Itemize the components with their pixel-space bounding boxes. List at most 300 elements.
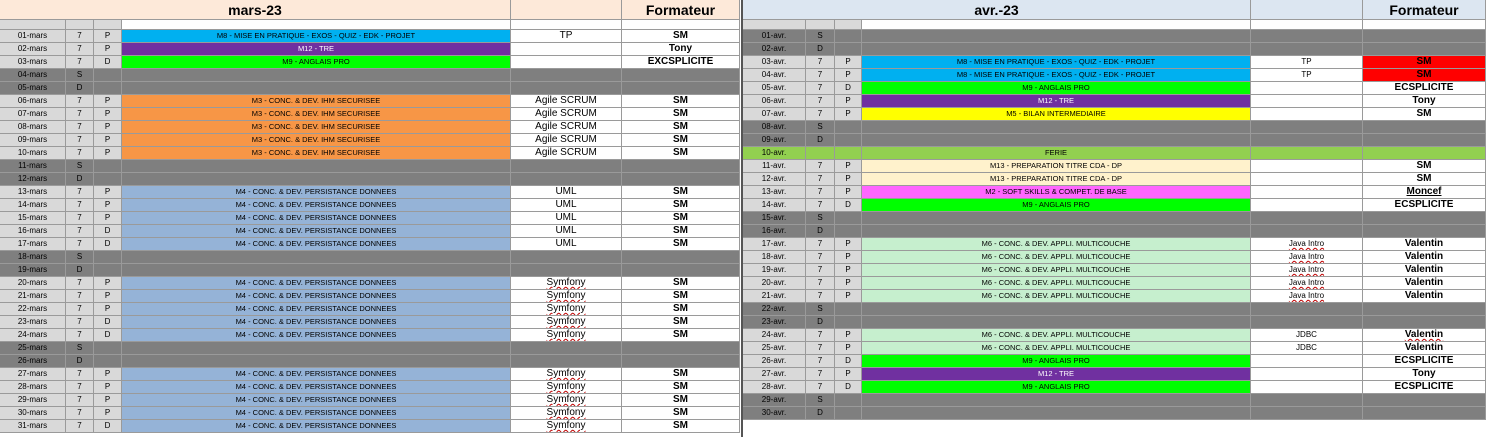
module-cell[interactable]: M4 - CONC. & DEV. PERSISTANCE DONNEES — [122, 212, 511, 225]
trainer-cell[interactable] — [622, 121, 740, 134]
topic-cell[interactable] — [1251, 82, 1363, 95]
schedule-row[interactable] — [0, 134, 741, 147]
schedule-row[interactable] — [743, 394, 1486, 407]
trainer-cell[interactable] — [1363, 303, 1486, 316]
trainer-cell[interactable] — [1363, 95, 1486, 108]
type-cell: P — [94, 303, 122, 316]
trainer-cell[interactable] — [1363, 186, 1486, 199]
topic-text: Symfony — [546, 368, 586, 379]
hours-cell: 7 — [66, 329, 94, 342]
schedule-row[interactable] — [743, 121, 1486, 134]
topic-cell[interactable] — [1251, 30, 1363, 43]
schedule-row[interactable] — [743, 225, 1486, 238]
module-cell[interactable]: M8 - MISE EN PRATIQUE - EXOS - QUIZ - EDK - PROJET — [862, 56, 1251, 69]
module-cell[interactable] — [122, 251, 511, 264]
schedule-row[interactable] — [0, 381, 741, 394]
schedule-row[interactable] — [743, 316, 1486, 329]
schedule-row[interactable] — [743, 290, 1486, 303]
module-cell[interactable] — [122, 173, 511, 186]
topic-text: Agile SCRUM — [535, 121, 597, 132]
topic-cell[interactable] — [511, 316, 622, 329]
module-cell[interactable]: M4 - CONC. & DEV. PERSISTANCE DONNEES — [122, 303, 511, 316]
schedule-row[interactable] — [0, 394, 741, 407]
topic-cell[interactable] — [511, 147, 622, 160]
topic-cell[interactable] — [511, 108, 622, 121]
topic-cell[interactable] — [511, 251, 622, 264]
topic-cell[interactable] — [511, 420, 622, 433]
trainer-cell[interactable] — [1363, 407, 1486, 420]
module-cell[interactable] — [122, 264, 511, 277]
schedule-row[interactable] — [743, 251, 1486, 264]
schedule-row[interactable] — [0, 186, 741, 199]
schedule-row[interactable] — [0, 56, 741, 69]
topic-cell[interactable] — [511, 394, 622, 407]
module-cell[interactable]: M6 - CONC. & DEV. APPLI. MULTICOUCHE — [862, 251, 1251, 264]
topic-cell[interactable] — [1251, 212, 1363, 225]
date-cell: 22-avr. — [743, 303, 806, 316]
topic-text: Java Intro — [1288, 252, 1325, 261]
module-cell[interactable]: M8 - MISE EN PRATIQUE - EXOS - QUIZ - EDK - PROJET — [862, 69, 1251, 82]
module-cell[interactable]: M6 - CONC. & DEV. APPLI. MULTICOUCHE — [862, 342, 1251, 355]
trainer-cell[interactable] — [1363, 121, 1486, 134]
module-cell[interactable]: M9 - ANGLAIS PRO — [862, 199, 1251, 212]
topic-text: Symfony — [546, 381, 586, 392]
topic-cell[interactable] — [1251, 394, 1363, 407]
topic-cell[interactable] — [511, 186, 622, 199]
topic-cell[interactable] — [511, 121, 622, 134]
module-cell[interactable]: M4 - CONC. & DEV. PERSISTANCE DONNEES — [122, 329, 511, 342]
trainer-cell[interactable] — [1363, 56, 1486, 69]
trainer-cell[interactable] — [622, 329, 740, 342]
topic-cell[interactable] — [1251, 173, 1363, 186]
trainer-cell[interactable] — [622, 160, 740, 173]
module-cell[interactable]: M3 - CONC. & DEV. IHM SECURISEE — [122, 108, 511, 121]
schedule-row[interactable] — [743, 303, 1486, 316]
topic-cell[interactable] — [511, 95, 622, 108]
hours-cell: 7 — [806, 381, 835, 394]
trainer-text: SM — [673, 134, 688, 145]
type-cell — [94, 82, 122, 95]
module-cell[interactable] — [862, 303, 1251, 316]
module-cell[interactable] — [122, 342, 511, 355]
topic-text: TP — [1301, 70, 1312, 79]
schedule-row[interactable] — [743, 160, 1486, 173]
schedule-row[interactable] — [0, 108, 741, 121]
topic-cell[interactable] — [1251, 160, 1363, 173]
module-cell[interactable]: M8 - MISE EN PRATIQUE - EXOS - QUIZ - EDK - PROJET — [122, 30, 511, 43]
module-cell[interactable] — [862, 407, 1251, 420]
topic-cell[interactable] — [511, 264, 622, 277]
module-cell[interactable] — [122, 82, 511, 95]
schedule-row[interactable] — [743, 147, 1486, 160]
schedule-row[interactable] — [0, 420, 741, 433]
topic-cell[interactable] — [511, 69, 622, 82]
schedule-row[interactable] — [743, 277, 1486, 290]
schedule-row[interactable] — [0, 316, 741, 329]
trainer-cell[interactable] — [622, 30, 740, 43]
type-cell — [835, 407, 862, 420]
schedule-row[interactable] — [743, 108, 1486, 121]
trainer-text: ECSPLICITE — [1394, 199, 1454, 210]
schedule-row[interactable] — [0, 277, 741, 290]
trainer-cell[interactable] — [1363, 342, 1486, 355]
module-cell[interactable]: M4 - CONC. & DEV. PERSISTANCE DONNEES — [122, 316, 511, 329]
topic-text: Symfony — [546, 407, 586, 418]
schedule-row[interactable] — [0, 238, 741, 251]
subheader-cell — [835, 20, 862, 30]
hours-cell: 7 — [806, 277, 835, 290]
topic-cell[interactable] — [511, 212, 622, 225]
trainer-text: SM — [673, 186, 688, 197]
schedule-row[interactable] — [743, 329, 1486, 342]
trainer-cell[interactable] — [622, 303, 740, 316]
topic-cell[interactable] — [1251, 56, 1363, 69]
trainer-cell[interactable] — [622, 251, 740, 264]
trainer-text: SM — [673, 238, 688, 249]
type-cell: P — [94, 95, 122, 108]
topic-cell[interactable] — [1251, 316, 1363, 329]
schedule-row[interactable] — [0, 264, 741, 277]
module-cell[interactable]: M4 - CONC. & DEV. PERSISTANCE DONNEES — [122, 407, 511, 420]
schedule-row[interactable] — [0, 199, 741, 212]
trainer-cell[interactable] — [1363, 381, 1486, 394]
trainer-cell[interactable] — [622, 355, 740, 368]
trainer-cell[interactable] — [1363, 199, 1486, 212]
topic-cell[interactable] — [1251, 264, 1363, 277]
trainer-cell[interactable] — [622, 186, 740, 199]
trainer-text: Tony — [1412, 368, 1436, 379]
schedule-row[interactable] — [0, 225, 741, 238]
topic-cell[interactable] — [511, 199, 622, 212]
schedule-row[interactable] — [0, 147, 741, 160]
topic-cell[interactable] — [511, 160, 622, 173]
module-cell[interactable]: M5 - BILAN INTERMEDIAIRE — [862, 108, 1251, 121]
schedule-row[interactable] — [743, 238, 1486, 251]
schedule-row[interactable] — [0, 95, 741, 108]
trainer-cell[interactable] — [622, 69, 740, 82]
topic-cell[interactable] — [511, 56, 622, 69]
topic-cell[interactable] — [511, 43, 622, 56]
trainer-cell[interactable] — [622, 95, 740, 108]
date-cell: 06-avr. — [743, 95, 806, 108]
trainer-cell[interactable] — [622, 173, 740, 186]
trainer-cell[interactable] — [1363, 251, 1486, 264]
schedule-row[interactable] — [743, 173, 1486, 186]
topic-cell[interactable] — [1251, 355, 1363, 368]
topic-cell[interactable] — [1251, 368, 1363, 381]
trainer-cell[interactable] — [1363, 43, 1486, 56]
schedule-row[interactable] — [0, 407, 741, 420]
trainer-cell[interactable] — [622, 368, 740, 381]
trainer-cell[interactable] — [622, 290, 740, 303]
schedule-row[interactable] — [743, 368, 1486, 381]
trainer-cell[interactable] — [622, 147, 740, 160]
topic-cell[interactable] — [1251, 407, 1363, 420]
trainer-cell[interactable] — [622, 407, 740, 420]
module-cell[interactable]: M4 - CONC. & DEV. PERSISTANCE DONNEES — [122, 238, 511, 251]
module-cell[interactable]: M3 - CONC. & DEV. IHM SECURISEE — [122, 121, 511, 134]
trainer-cell[interactable] — [622, 43, 740, 56]
schedule-row[interactable] — [743, 342, 1486, 355]
date-cell: 10-avr. — [743, 147, 806, 160]
trainer-cell[interactable] — [1363, 30, 1486, 43]
topic-cell[interactable] — [1251, 43, 1363, 56]
topic-cell[interactable] — [1251, 134, 1363, 147]
module-cell[interactable]: M4 - CONC. & DEV. PERSISTANCE DONNEES — [122, 381, 511, 394]
type-cell: P — [94, 134, 122, 147]
schedule-row[interactable] — [0, 43, 741, 56]
hours-cell: D — [806, 407, 835, 420]
module-cell[interactable]: M9 - ANGLAIS PRO — [862, 381, 1251, 394]
trainer-cell[interactable] — [622, 134, 740, 147]
module-cell[interactable]: M4 - CONC. & DEV. PERSISTANCE DONNEES — [122, 225, 511, 238]
schedule-row[interactable] — [743, 212, 1486, 225]
module-cell[interactable] — [122, 69, 511, 82]
schedule-row[interactable] — [0, 69, 741, 82]
type-cell — [835, 316, 862, 329]
module-cell[interactable]: FERIE — [862, 147, 1251, 160]
date-cell: 21-mars — [0, 290, 66, 303]
topic-cell[interactable] — [1251, 342, 1363, 355]
topic-cell[interactable] — [1251, 381, 1363, 394]
topic-cell[interactable] — [1251, 329, 1363, 342]
date-cell: 19-mars — [0, 264, 66, 277]
trainer-cell[interactable] — [1363, 225, 1486, 238]
module-cell[interactable]: M9 - ANGLAIS PRO — [862, 82, 1251, 95]
date-cell: 29-avr. — [743, 394, 806, 407]
trainer-cell[interactable] — [622, 56, 740, 69]
module-cell[interactable]: M13 - PREPARATION TITRE CDA - DP — [862, 173, 1251, 186]
schedule-row[interactable] — [0, 82, 741, 95]
topic-cell[interactable] — [511, 329, 622, 342]
schedule-row[interactable] — [0, 212, 741, 225]
trainer-cell[interactable] — [1363, 173, 1486, 186]
date-cell: 13-avr. — [743, 186, 806, 199]
module-cell[interactable]: M3 - CONC. & DEV. IHM SECURISEE — [122, 95, 511, 108]
trainer-cell[interactable] — [622, 264, 740, 277]
type-cell: P — [835, 56, 862, 69]
topic-cell[interactable] — [511, 368, 622, 381]
trainer-cell[interactable] — [1363, 290, 1486, 303]
module-cell[interactable]: M4 - CONC. & DEV. PERSISTANCE DONNEES — [122, 368, 511, 381]
trainer-cell[interactable] — [622, 342, 740, 355]
module-cell[interactable] — [862, 316, 1251, 329]
date-cell: 29-mars — [0, 394, 66, 407]
trainer-cell[interactable] — [1363, 316, 1486, 329]
module-cell[interactable] — [862, 121, 1251, 134]
topic-cell[interactable] — [1251, 251, 1363, 264]
module-cell[interactable]: M4 - CONC. & DEV. PERSISTANCE DONNEES — [122, 199, 511, 212]
trainer-cell[interactable] — [622, 381, 740, 394]
module-cell[interactable] — [862, 225, 1251, 238]
hours-cell: 7 — [66, 121, 94, 134]
trainer-cell[interactable] — [622, 238, 740, 251]
trainer-cell[interactable] — [622, 225, 740, 238]
trainer-cell[interactable] — [622, 199, 740, 212]
trainer-cell[interactable] — [1363, 212, 1486, 225]
module-cell[interactable]: M12 - TRE — [862, 368, 1251, 381]
module-cell[interactable]: M3 - CONC. & DEV. IHM SECURISEE — [122, 134, 511, 147]
topic-cell[interactable] — [1251, 238, 1363, 251]
type-cell: P — [94, 407, 122, 420]
schedule-row[interactable] — [743, 30, 1486, 43]
module-cell[interactable]: M3 - CONC. & DEV. IHM SECURISEE — [122, 147, 511, 160]
topic-cell[interactable] — [1251, 225, 1363, 238]
trainer-cell[interactable] — [1363, 147, 1486, 160]
trainer-cell[interactable] — [1363, 69, 1486, 82]
schedule-row[interactable] — [0, 303, 741, 316]
trainer-text: SM — [1416, 173, 1432, 184]
trainer-cell[interactable] — [1363, 82, 1486, 95]
module-cell[interactable]: M9 - ANGLAIS PRO — [122, 56, 511, 69]
topic-cell[interactable] — [1251, 69, 1363, 82]
schedule-row[interactable] — [743, 264, 1486, 277]
topic-text: Symfony — [546, 394, 586, 405]
topic-cell[interactable] — [1251, 121, 1363, 134]
module-cell[interactable]: M2 - SOFT SKILLS & COMPET. DE BASE — [862, 186, 1251, 199]
module-cell[interactable]: M4 - CONC. & DEV. PERSISTANCE DONNEES — [122, 186, 511, 199]
module-cell[interactable]: M9 - ANGLAIS PRO — [862, 355, 1251, 368]
topic-cell[interactable] — [511, 238, 622, 251]
date-cell: 18-mars — [0, 251, 66, 264]
trainer-cell[interactable] — [622, 420, 740, 433]
topic-cell[interactable] — [511, 303, 622, 316]
module-cell[interactable]: M6 - CONC. & DEV. APPLI. MULTICOUCHE — [862, 238, 1251, 251]
schedule-row[interactable] — [0, 160, 741, 173]
schedule-row[interactable] — [743, 355, 1486, 368]
module-cell[interactable]: M6 - CONC. & DEV. APPLI. MULTICOUCHE — [862, 329, 1251, 342]
topic-cell[interactable] — [511, 277, 622, 290]
date-cell: 25-mars — [0, 342, 66, 355]
module-cell[interactable] — [862, 394, 1251, 407]
date-cell: 16-avr. — [743, 225, 806, 238]
schedule-row[interactable] — [743, 43, 1486, 56]
module-cell[interactable]: M4 - CONC. & DEV. PERSISTANCE DONNEES — [122, 394, 511, 407]
schedule-row[interactable] — [743, 381, 1486, 394]
module-cell[interactable]: M4 - CONC. & DEV. PERSISTANCE DONNEES — [122, 277, 511, 290]
module-cell[interactable]: M4 - CONC. & DEV. PERSISTANCE DONNEES — [122, 420, 511, 433]
schedule-row[interactable] — [0, 251, 741, 264]
topic-cell[interactable] — [511, 134, 622, 147]
hours-cell: D — [66, 355, 94, 368]
trainer-cell[interactable] — [1363, 134, 1486, 147]
trainer-cell[interactable] — [622, 316, 740, 329]
topic-cell[interactable] — [511, 82, 622, 95]
topic-cell[interactable] — [511, 290, 622, 303]
topic-cell[interactable] — [1251, 95, 1363, 108]
module-cell[interactable] — [862, 30, 1251, 43]
module-cell[interactable] — [122, 355, 511, 368]
schedule-row[interactable] — [0, 342, 741, 355]
module-cell[interactable] — [862, 212, 1251, 225]
schedule-row[interactable] — [0, 329, 741, 342]
trainer-cell[interactable] — [1363, 368, 1486, 381]
schedule-row[interactable] — [743, 186, 1486, 199]
topic-cell[interactable] — [511, 355, 622, 368]
month-title: mars-23 — [0, 0, 511, 20]
module-cell[interactable]: M4 - CONC. & DEV. PERSISTANCE DONNEES — [122, 290, 511, 303]
trainer-cell[interactable] — [1363, 264, 1486, 277]
topic-cell[interactable] — [1251, 147, 1363, 160]
module-cell[interactable] — [862, 43, 1251, 56]
hours-cell: 7 — [806, 173, 835, 186]
trainer-text: SM — [673, 199, 688, 210]
topic-cell[interactable] — [511, 225, 622, 238]
schedule-row[interactable] — [743, 134, 1486, 147]
topic-cell[interactable] — [1251, 277, 1363, 290]
subheader-cell — [1251, 20, 1363, 30]
schedule-row[interactable] — [743, 199, 1486, 212]
trainer-cell[interactable] — [622, 394, 740, 407]
trainer-cell[interactable] — [622, 108, 740, 121]
module-cell[interactable]: M12 - TRE — [862, 95, 1251, 108]
schedule-row[interactable] — [743, 69, 1486, 82]
schedule-row[interactable] — [743, 82, 1486, 95]
module-cell[interactable]: M6 - CONC. & DEV. APPLI. MULTICOUCHE — [862, 290, 1251, 303]
schedule-row[interactable] — [0, 368, 741, 381]
topic-cell[interactable] — [511, 30, 622, 43]
trainer-cell[interactable] — [1363, 329, 1486, 342]
trainer-text: SM — [673, 30, 688, 41]
schedule-row[interactable] — [0, 290, 741, 303]
topic-cell[interactable] — [1251, 290, 1363, 303]
topic-text: TP — [1301, 57, 1312, 66]
hours-cell: D — [806, 43, 835, 56]
schedule-row[interactable] — [0, 355, 741, 368]
module-cell[interactable]: M12 - TRE — [122, 43, 511, 56]
trainer-cell[interactable] — [1363, 277, 1486, 290]
trainer-cell[interactable] — [1363, 394, 1486, 407]
schedule-row[interactable] — [0, 121, 741, 134]
topic-cell[interactable] — [511, 407, 622, 420]
topic-cell[interactable] — [511, 342, 622, 355]
module-cell[interactable]: M13 - PREPARATION TITRE CDA - DP — [862, 160, 1251, 173]
type-cell: P — [835, 251, 862, 264]
subheader-cell — [622, 20, 740, 30]
schedule-row[interactable] — [743, 407, 1486, 420]
date-cell: 03-mars — [0, 56, 66, 69]
module-cell[interactable]: M6 - CONC. & DEV. APPLI. MULTICOUCHE — [862, 264, 1251, 277]
topic-cell[interactable] — [1251, 303, 1363, 316]
trainer-cell[interactable] — [622, 82, 740, 95]
schedule-row[interactable] — [0, 30, 741, 43]
module-cell[interactable]: M6 - CONC. & DEV. APPLI. MULTICOUCHE — [862, 277, 1251, 290]
schedule-row[interactable] — [743, 95, 1486, 108]
topic-text: Symfony — [546, 420, 586, 431]
date-cell: 13-mars — [0, 186, 66, 199]
module-cell[interactable] — [862, 134, 1251, 147]
schedule-row[interactable] — [743, 56, 1486, 69]
type-cell: P — [94, 394, 122, 407]
trainer-text: SM — [1416, 108, 1432, 119]
topic-cell[interactable] — [511, 173, 622, 186]
type-cell: P — [835, 173, 862, 186]
trainer-cell[interactable] — [622, 277, 740, 290]
topic-cell[interactable] — [1251, 108, 1363, 121]
module-cell[interactable] — [122, 160, 511, 173]
topic-cell[interactable] — [1251, 186, 1363, 199]
trainer-cell[interactable] — [622, 212, 740, 225]
topic-cell[interactable] — [1251, 199, 1363, 212]
topic-cell[interactable] — [511, 381, 622, 394]
schedule-row[interactable] — [0, 173, 741, 186]
trainer-cell[interactable] — [1363, 108, 1486, 121]
trainer-cell[interactable] — [1363, 238, 1486, 251]
hours-cell: 7 — [806, 355, 835, 368]
trainer-cell[interactable] — [1363, 160, 1486, 173]
hours-cell: 7 — [66, 303, 94, 316]
trainer-cell[interactable] — [1363, 355, 1486, 368]
